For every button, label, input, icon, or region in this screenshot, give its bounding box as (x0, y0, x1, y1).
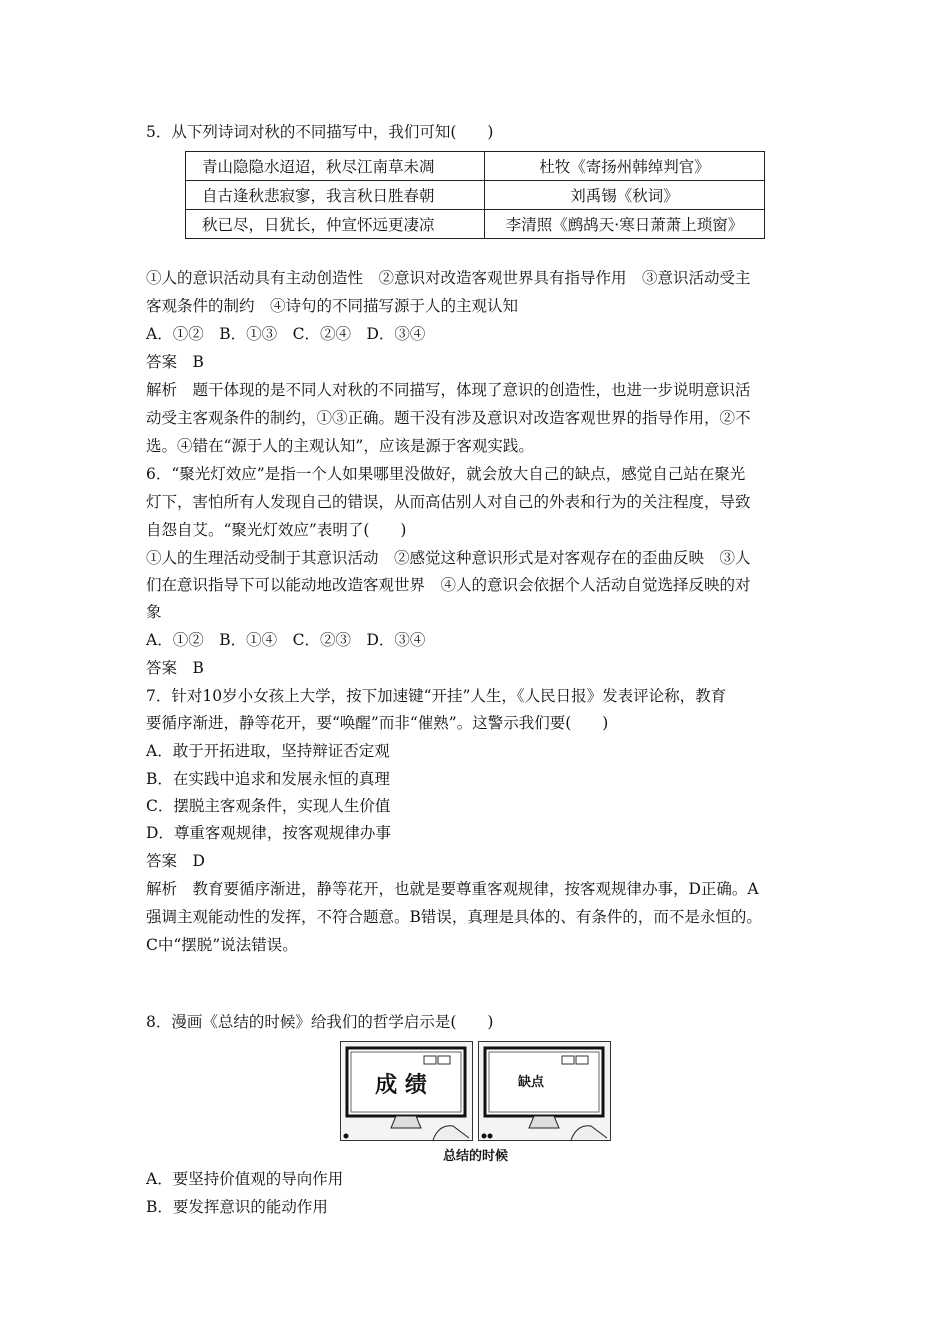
q8-stem: 8．漫画《总结的时候》给我们的哲学启示是( ) (146, 1013, 494, 1031)
q7-option-d: D．尊重客观规律，按客观规律办事 (146, 824, 391, 842)
q5-analysis-line: 解析 题干体现的是不同人对秋的不同描写，体现了意识的创造性，也进一步说明意识活 (146, 381, 751, 399)
author-cell: 李清照《鹧鸪天·寒日萧萧上琐窗》 (485, 210, 765, 239)
q6-options-line: ①人的生理活动受制于其意识活动 ②感觉这种意识形式是对客观存在的歪曲反映 ③人 (146, 549, 751, 567)
table-row (186, 181, 765, 210)
q7-stem-line: 要循序渐进，静等花开，要“唤醒”而非“催熟”。这警示我们要( ) (146, 714, 609, 732)
author-cell: 杜牧《寄扬州韩绰判官》 (485, 152, 765, 181)
q6-stem-line: 灯下，害怕所有人发现自己的错误，从而高估别人对自己的外表和行为的关注程度，导致 (146, 493, 751, 511)
panel-left-text: 成 绩 (375, 1073, 427, 1098)
q7-option-b: B．在实践中追求和发展永恒的真理 (146, 770, 390, 788)
poem-cell: 青山隐隐水迢迢，秋尽江南草未凋 (186, 152, 485, 181)
panel-right-text: 缺点 (517, 1075, 545, 1090)
q7-option-c: C．摆脱主客观条件，实现人生价值 (146, 797, 391, 815)
cartoon-panel-left (340, 1041, 473, 1141)
q5-stem: 5．从下列诗词对秋的不同描写中，我们可知( ) (146, 123, 494, 141)
q7-analysis-line: 解析 教育要循序渐进，静等花开，也就是要尊重客观规律，按客观规律办事，D正确。A (146, 880, 759, 898)
q5-answer: 答案 B (146, 353, 204, 371)
q7-stem-line: 7．针对10岁小女孩上大学，按下加速键“开挂”人生，《人民日报》发表评论称，教育 (146, 687, 727, 705)
q6-stem-line: 自怨自艾。“聚光灯效应”表明了( ) (146, 521, 407, 539)
q5-choices: A．①② B．①③ C．②④ D．③④ (146, 325, 426, 343)
q8-option-a: A．要坚持价值观的导向作用 (146, 1170, 344, 1188)
q8-option-b: B．要发挥意识的能动作用 (146, 1198, 328, 1216)
q6-choices: A．①② B．①④ C．②③ D．③④ (146, 631, 426, 649)
table-row (186, 210, 765, 239)
cartoon-figure (340, 1041, 611, 1141)
q7-answer: 答案 D (146, 852, 205, 870)
q5-options-line: 客观条件的制约 ④诗句的不同描写源于人的主观认知 (146, 297, 519, 315)
q7-option-a: A．敢于开拓进取，坚持辩证否定观 (146, 742, 390, 760)
q5-analysis-line: 选。④错在“源于人的主观认知”，应该是源于客观实践。 (146, 437, 534, 455)
q6-stem-line: 6．“聚光灯效应”是指一个人如果哪里没做好，就会放大自己的缺点，感觉自己站在聚光 (146, 465, 746, 483)
author-cell: 刘禹锡《秋词》 (485, 181, 765, 210)
poem-table (185, 151, 765, 239)
poem-cell: 自古逢秋悲寂寥，我言秋日胜春朝 (186, 181, 485, 210)
q5-options-line: ①人的意识活动具有主动创造性 ②意识对改造客观世界具有指导作用 ③意识活动受主 (146, 269, 751, 287)
q5-analysis-line: 动受主客观条件的制约，①③正确。题干没有涉及意识对改造客观世界的指导作用，②不 (146, 409, 751, 427)
cartoon-panel-right (478, 1041, 611, 1141)
figure-caption: 总结的时候 (442, 1149, 508, 1164)
q7-analysis-line: 强调主观能动性的发挥，不符合题意。B错误，真理是具体的、有条件的，而不是永恒的。 (146, 908, 762, 926)
q7-analysis-line: C中“摆脱”说法错误。 (146, 936, 298, 954)
q6-options-line: 们在意识指导下可以能动地改造客观世界 ④人的意识会依据个人活动自觉选择反映的对 (146, 576, 751, 594)
q6-options-line: 象 (146, 603, 162, 621)
poem-cell: 秋已尽，日犹长，仲宣怀远更凄凉 (186, 210, 485, 239)
table-row (186, 152, 765, 181)
q6-answer: 答案 B (146, 659, 204, 677)
